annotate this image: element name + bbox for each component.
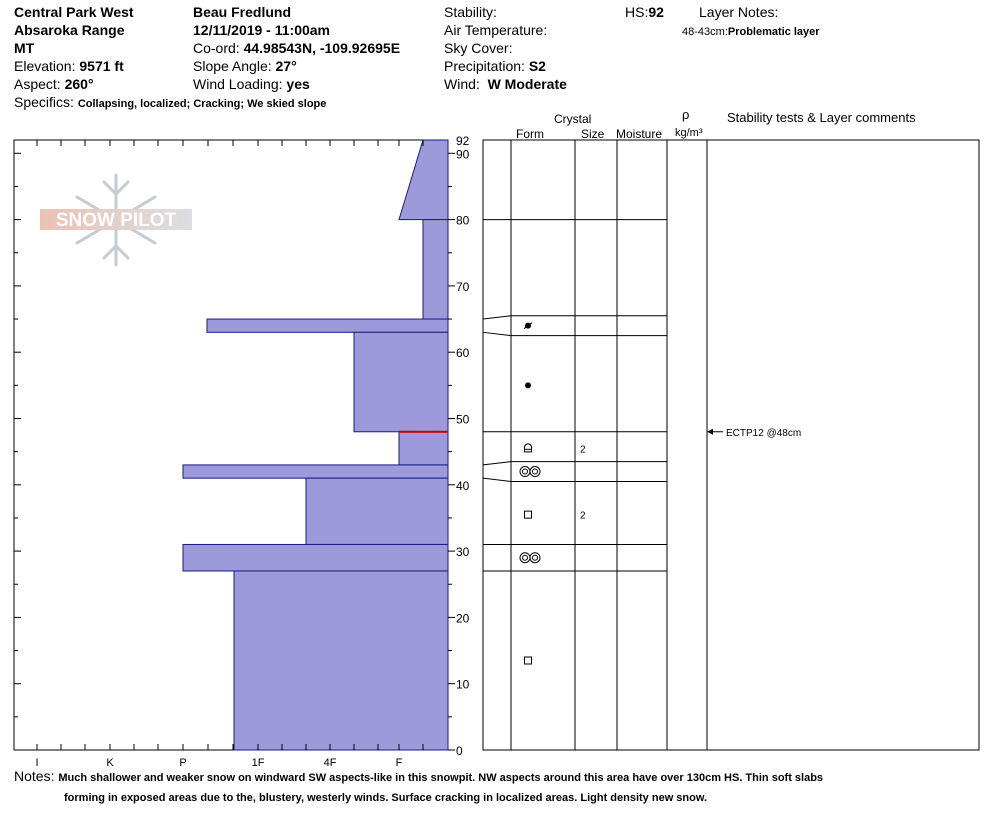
layer-connector bbox=[483, 316, 511, 319]
depth-label: 0 bbox=[456, 744, 463, 758]
range-name: Absaroka Range bbox=[14, 22, 125, 38]
hardness-label: 1F bbox=[251, 757, 265, 769]
svg-text:SNOW PILOT: SNOW PILOT bbox=[55, 210, 177, 231]
layer-table-columns bbox=[511, 140, 707, 750]
depth-label: 20 bbox=[456, 611, 470, 626]
hardness-label: K bbox=[106, 757, 114, 769]
crystal-rounds-icon bbox=[525, 382, 531, 388]
hardness-label: 4F bbox=[323, 757, 337, 769]
layer-connector bbox=[483, 332, 511, 335]
size-header: Size bbox=[581, 127, 605, 141]
notes-line-2: forming in exposed areas due to the, blustery, westerly winds. Surface cracking in localized areas. Light density new snow. bbox=[64, 792, 708, 804]
hs-total-depth: HS:92 bbox=[625, 4, 664, 20]
layer-table-frame bbox=[483, 140, 979, 750]
depth-label: 10 bbox=[456, 677, 470, 692]
depth-label: 80 bbox=[456, 213, 470, 228]
notes bbox=[14, 766, 989, 808]
layer-connector bbox=[483, 478, 511, 481]
crystal-header: Crystal bbox=[554, 112, 592, 126]
sky-cover-label: Sky Cover: bbox=[444, 40, 513, 56]
aspect: Aspect: 260° bbox=[14, 76, 94, 92]
form-header: Form bbox=[516, 127, 544, 141]
stability-test-label: ECTP12 @48cm bbox=[726, 427, 802, 439]
moisture-header: Moisture bbox=[616, 127, 663, 141]
notes-label: Notes: bbox=[14, 768, 55, 784]
hardness-bar bbox=[207, 319, 448, 332]
hardness-label: I bbox=[35, 757, 39, 769]
crystal-crust-icon bbox=[520, 553, 540, 563]
coordinates: Co-ord: 44.98543N, -109.92695E bbox=[193, 40, 401, 56]
hardness-bar bbox=[183, 544, 448, 571]
hardness-label: F bbox=[395, 757, 403, 769]
depth-label: 30 bbox=[456, 545, 470, 560]
depth-label: 92 bbox=[456, 134, 470, 149]
hardness-bar bbox=[306, 478, 448, 544]
density-symbol: ρ bbox=[682, 107, 690, 122]
layer-notes-label: Layer Notes: bbox=[699, 4, 779, 20]
wind: Wind: W Moderate bbox=[444, 76, 567, 92]
observer-name: Beau Fredlund bbox=[193, 4, 292, 20]
elevation: Elevation: 9571 ft bbox=[14, 58, 124, 74]
hardness-bar bbox=[183, 465, 448, 478]
stability-label: Stability: bbox=[444, 4, 497, 20]
arrow-head-icon bbox=[707, 429, 713, 435]
crystal-decomposing-icon bbox=[524, 323, 532, 329]
hardness-bar bbox=[399, 140, 448, 220]
stability-tests-header: Stability tests & Layer comments bbox=[727, 110, 916, 125]
depth-label: 60 bbox=[456, 346, 470, 361]
hardness-bar bbox=[423, 220, 448, 319]
density-unit: kg/m³ bbox=[675, 127, 703, 139]
crystal-facets-icon bbox=[525, 511, 532, 518]
depth-label: 70 bbox=[456, 279, 470, 294]
state-name: MT bbox=[14, 40, 35, 56]
hardness-bar bbox=[354, 332, 448, 431]
depth-label: 90 bbox=[456, 147, 470, 162]
layer-connector bbox=[483, 462, 511, 465]
air-temperature-label: Air Temperature: bbox=[444, 22, 548, 38]
slope-angle: Slope Angle: 27° bbox=[193, 58, 297, 74]
depth-label: 50 bbox=[456, 412, 470, 427]
hardness-bar bbox=[234, 571, 448, 750]
snow-pilot-logo bbox=[40, 175, 192, 265]
crystal-size: 2 bbox=[580, 510, 586, 522]
crystal-crust-icon bbox=[520, 467, 540, 477]
hardness-label: P bbox=[179, 757, 187, 769]
depth-label: 40 bbox=[456, 478, 470, 493]
specifics: Specifics: Collapsing, localized; Cracking; We skied slope bbox=[14, 94, 327, 110]
crystal-size: 2 bbox=[580, 444, 586, 456]
hardness-bar bbox=[399, 432, 448, 465]
location-name: Central Park West bbox=[14, 4, 134, 20]
crystal-mixed-facets-icon bbox=[525, 444, 532, 452]
observation-datetime: 12/11/2019 - 11:00am bbox=[193, 22, 331, 38]
precipitation: Precipitation: S2 bbox=[444, 58, 546, 74]
layer-note: 48-43cm:Problematic layer bbox=[682, 26, 820, 38]
notes-line-1: Much shallower and weaker snow on windward SW aspects-like in this snowpit. NW aspects around this area have over 130cm HS. Thin soft slabs bbox=[58, 772, 824, 784]
wind-loading: Wind Loading: yes bbox=[193, 76, 310, 92]
crystal-facets-icon bbox=[525, 657, 532, 664]
